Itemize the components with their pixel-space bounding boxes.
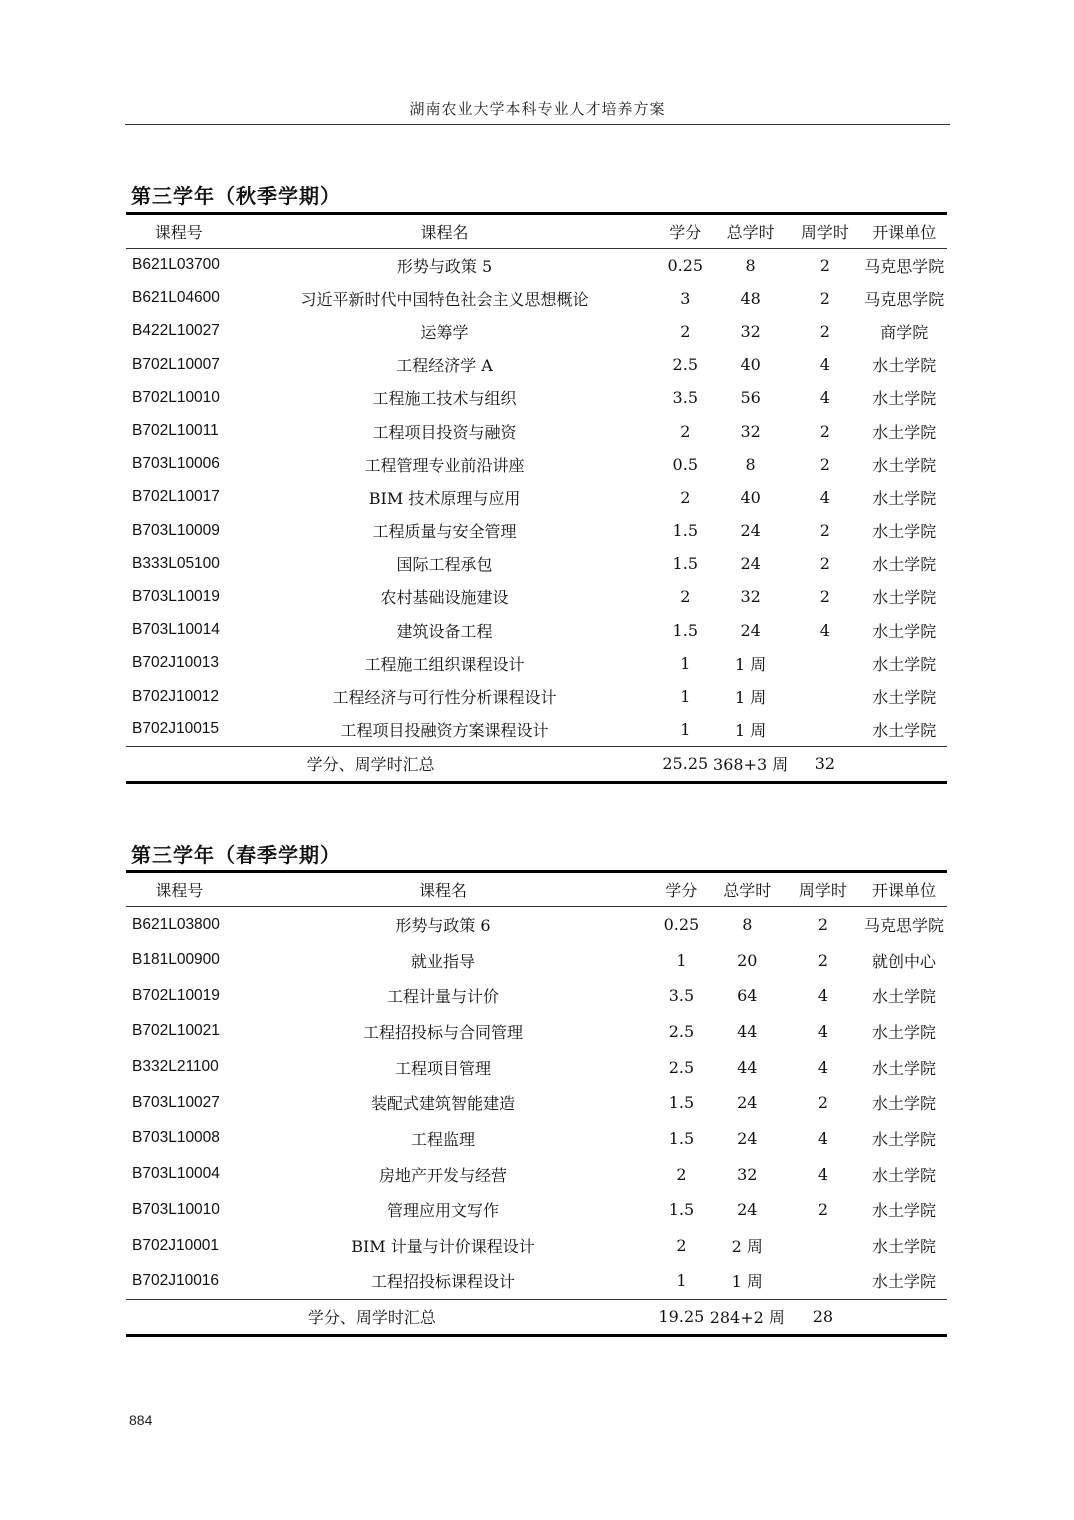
course-credit: 3.5 xyxy=(672,388,698,408)
course-unit: 马克思学院 xyxy=(863,916,944,936)
course-unit: 水土学院 xyxy=(871,1022,936,1042)
course-unit: 水土学院 xyxy=(872,688,937,708)
course-weekly-hours: 2 xyxy=(819,554,830,574)
course-weekly-hours: 4 xyxy=(817,1128,828,1148)
course-code: B702L10010 xyxy=(132,388,220,406)
table-row xyxy=(126,249,947,282)
table-row xyxy=(126,942,947,978)
summary-weekly: 32 xyxy=(814,754,836,774)
course-credit: 1.5 xyxy=(672,620,698,640)
course-hours: 24 xyxy=(740,521,761,541)
course-name: 形势与政策 5 xyxy=(396,256,493,276)
course-weekly-hours xyxy=(788,680,861,713)
course-credit: 2 xyxy=(680,421,691,441)
course-table-spring xyxy=(126,870,947,1337)
course-weekly-hours: 2 xyxy=(819,255,830,275)
course-code: B333L05100 xyxy=(132,554,220,572)
course-code: B702J10016 xyxy=(132,1271,220,1289)
course-name: 工程监理 xyxy=(410,1129,475,1149)
course-code: B703L10009 xyxy=(132,521,220,539)
course-hours: 44 xyxy=(737,1057,758,1077)
col-header-code: 课程号 xyxy=(155,881,204,900)
course-unit: 水土学院 xyxy=(872,356,937,376)
course-code: B702L10007 xyxy=(132,355,220,373)
table-row xyxy=(126,348,947,381)
course-weekly-hours: 4 xyxy=(817,986,828,1006)
table-row xyxy=(126,282,947,315)
course-credit: 2 xyxy=(680,487,691,507)
course-unit: 水土学院 xyxy=(871,987,936,1007)
table-row xyxy=(126,1049,947,1085)
course-name: 工程经济学 A xyxy=(396,356,493,376)
course-credit: 1.5 xyxy=(668,1128,695,1148)
course-weekly-hours: 4 xyxy=(819,487,830,507)
course-credit: 1 xyxy=(680,653,691,673)
course-credit: 2 xyxy=(680,587,691,607)
table-row xyxy=(126,1228,947,1264)
table-row xyxy=(126,414,947,447)
section-title-autumn: 第三学年（秋季学期） xyxy=(131,184,341,208)
course-code: B702J10001 xyxy=(132,1236,220,1254)
course-name: 管理应用文写作 xyxy=(386,1201,499,1221)
table-row xyxy=(126,547,947,580)
course-weekly-hours xyxy=(785,1263,861,1299)
course-name: 运筹学 xyxy=(420,322,469,342)
course-hours: 1 周 xyxy=(735,654,767,674)
course-weekly-hours: 2 xyxy=(817,950,828,970)
course-hours: 32 xyxy=(740,421,761,441)
col-header-code: 课程号 xyxy=(154,223,203,242)
course-name: 习近平新时代中国特色社会主义思想概论 xyxy=(300,289,589,309)
course-weekly-hours xyxy=(788,713,861,746)
course-unit: 水土学院 xyxy=(872,488,937,508)
course-hours: 8 xyxy=(745,454,756,474)
course-code: B621L03800 xyxy=(132,915,220,933)
course-unit: 水土学院 xyxy=(871,1165,936,1185)
course-weekly-hours: 4 xyxy=(817,1021,828,1041)
table-header-row xyxy=(126,214,947,249)
course-code: B703L10014 xyxy=(132,621,220,639)
course-unit: 水土学院 xyxy=(871,1129,936,1149)
col-header-credit: 学分 xyxy=(665,881,698,900)
section-title-spring: 第三学年（春季学期） xyxy=(131,843,341,867)
course-unit: 水土学院 xyxy=(872,654,937,674)
course-name: 形势与政策 6 xyxy=(395,916,491,936)
course-hours: 8 xyxy=(745,255,756,275)
course-code: B703L10010 xyxy=(132,1200,220,1218)
col-header-credit: 学分 xyxy=(669,223,702,242)
course-unit: 马克思学院 xyxy=(864,289,945,309)
course-unit: 水土学院 xyxy=(871,1272,936,1292)
table-row xyxy=(126,1014,947,1050)
course-name: BIM 技术原理与应用 xyxy=(368,488,521,508)
table-row xyxy=(126,1156,947,1192)
course-credit: 2 xyxy=(676,1164,687,1184)
course-weekly-hours: 2 xyxy=(817,1093,828,1113)
course-unit: 水土学院 xyxy=(872,555,937,575)
course-hours: 40 xyxy=(740,487,761,507)
course-credit: 2.5 xyxy=(672,355,698,375)
course-weekly-hours: 4 xyxy=(819,620,830,640)
course-hours: 64 xyxy=(737,986,758,1006)
course-code: B703L10027 xyxy=(132,1093,220,1111)
table-row xyxy=(126,647,947,680)
course-name: 房地产开发与经营 xyxy=(378,1165,507,1185)
course-name: 装配式建筑智能建造 xyxy=(370,1094,515,1114)
course-code: B703L10004 xyxy=(132,1165,220,1183)
course-hours: 24 xyxy=(740,554,761,574)
course-weekly-hours: 2 xyxy=(819,321,830,341)
course-code: B702J10015 xyxy=(132,720,220,738)
col-header-unit: 开课单位 xyxy=(871,881,936,900)
course-credit: 1 xyxy=(676,950,687,970)
summary-weekly: 28 xyxy=(812,1307,834,1327)
course-unit: 水土学院 xyxy=(871,1201,936,1221)
table-row xyxy=(126,1085,947,1121)
course-unit: 水土学院 xyxy=(872,522,937,542)
course-code: B702L10021 xyxy=(132,1022,220,1040)
course-hours: 44 xyxy=(737,1021,758,1041)
course-hours: 8 xyxy=(742,915,753,935)
course-unit: 水土学院 xyxy=(872,621,937,641)
course-credit: 1.5 xyxy=(668,1200,695,1220)
course-code: B181L00900 xyxy=(132,951,220,969)
course-code: B621L04600 xyxy=(132,289,220,307)
header-rule xyxy=(125,124,950,125)
table-row xyxy=(126,713,947,746)
course-code: B703L10008 xyxy=(132,1129,220,1147)
course-name: 工程招投标课程设计 xyxy=(370,1272,515,1292)
course-weekly-hours: 4 xyxy=(817,1057,828,1077)
course-unit: 就创中心 xyxy=(871,951,936,971)
course-table-autumn xyxy=(126,212,947,784)
table-row xyxy=(126,481,947,514)
course-weekly-hours xyxy=(788,647,861,680)
table-row xyxy=(126,680,947,713)
course-credit: 3 xyxy=(680,288,691,308)
table-row xyxy=(126,448,947,481)
course-unit: 水土学院 xyxy=(872,720,937,740)
col-header-hours: 总学时 xyxy=(726,223,775,242)
course-code: B702L10019 xyxy=(132,986,220,1004)
course-code: B702J10013 xyxy=(132,654,220,672)
course-unit: 水土学院 xyxy=(872,389,937,409)
course-hours: 40 xyxy=(740,355,761,375)
course-name: 就业指导 xyxy=(410,951,475,971)
course-name: 工程项目管理 xyxy=(394,1058,491,1078)
table-row xyxy=(126,907,947,943)
course-unit: 水土学院 xyxy=(872,422,937,442)
course-credit: 3.5 xyxy=(668,986,695,1006)
running-header: 湖南农业大学本科专业人才培养方案 xyxy=(409,100,666,118)
course-credit: 1.5 xyxy=(672,521,698,541)
course-hours: 2 周 xyxy=(731,1237,763,1257)
course-code: B703L10006 xyxy=(132,455,220,473)
course-code: B702J10012 xyxy=(132,687,220,705)
course-weekly-hours: 4 xyxy=(817,1164,828,1184)
summary-credit: 25.25 xyxy=(662,754,709,774)
course-code: B422L10027 xyxy=(132,322,220,340)
course-weekly-hours: 2 xyxy=(817,1200,828,1220)
course-hours: 24 xyxy=(737,1200,758,1220)
course-name: 工程项目投资与融资 xyxy=(372,422,517,442)
course-name: 工程质量与安全管理 xyxy=(372,522,517,542)
course-credit: 0.5 xyxy=(672,454,698,474)
summary-label: 学分、周学时汇总 xyxy=(306,755,435,775)
course-code: B702L10017 xyxy=(132,488,220,506)
course-credit: 1 xyxy=(680,687,691,707)
course-unit: 马克思学院 xyxy=(864,256,945,276)
course-credit: 2.5 xyxy=(668,1057,695,1077)
course-unit: 水土学院 xyxy=(871,1058,936,1078)
col-header-weekly: 周学时 xyxy=(800,223,849,242)
course-code: B702L10011 xyxy=(132,422,219,440)
course-weekly-hours: 2 xyxy=(819,421,830,441)
course-hours: 32 xyxy=(737,1164,758,1184)
course-name: 工程招投标与合同管理 xyxy=(362,1022,523,1042)
course-hours: 48 xyxy=(740,288,761,308)
course-weekly-hours: 4 xyxy=(819,388,830,408)
course-hours: 1 周 xyxy=(735,688,767,708)
table-row xyxy=(126,514,947,547)
course-unit: 水土学院 xyxy=(872,455,937,475)
course-credit: 2 xyxy=(676,1236,687,1256)
course-unit: 水土学院 xyxy=(872,588,937,608)
course-weekly-hours: 2 xyxy=(819,587,830,607)
summary-hours: 284+2 周 xyxy=(709,1308,785,1328)
course-weekly-hours xyxy=(785,1228,861,1264)
course-name: 工程施工组织课程设计 xyxy=(364,654,525,674)
table-row xyxy=(126,1263,947,1299)
course-credit: 2 xyxy=(680,321,691,341)
course-unit: 商学院 xyxy=(880,322,929,342)
course-name: 工程计量与计价 xyxy=(386,987,499,1007)
course-hours: 56 xyxy=(740,388,761,408)
course-weekly-hours: 2 xyxy=(817,915,828,935)
summary-row xyxy=(126,746,947,782)
course-name: 工程施工技术与组织 xyxy=(372,389,517,409)
course-name: 农村基础设施建设 xyxy=(380,588,509,608)
course-code: B332L21100 xyxy=(132,1058,219,1076)
col-header-hours: 总学时 xyxy=(723,881,772,900)
course-credit: 0.25 xyxy=(663,915,700,935)
summary-credit: 19.25 xyxy=(658,1307,705,1327)
summary-label: 学分、周学时汇总 xyxy=(307,1308,436,1328)
table-row xyxy=(126,580,947,613)
course-name: 工程经济与可行性分析课程设计 xyxy=(332,688,557,708)
course-code: B703L10019 xyxy=(132,587,220,605)
course-name: 国际工程承包 xyxy=(396,555,493,575)
col-header-unit: 开课单位 xyxy=(872,223,937,242)
course-weekly-hours: 2 xyxy=(819,454,830,474)
table-row xyxy=(126,614,947,647)
course-weekly-hours: 4 xyxy=(819,355,830,375)
course-weekly-hours: 2 xyxy=(819,521,830,541)
course-credit: 0.25 xyxy=(667,255,704,275)
summary-row xyxy=(126,1299,947,1335)
course-hours: 24 xyxy=(737,1093,758,1113)
table-row xyxy=(126,315,947,348)
page-number: 884 xyxy=(129,1412,153,1428)
course-hours: 32 xyxy=(740,321,761,341)
course-hours: 24 xyxy=(737,1128,758,1148)
course-unit: 水土学院 xyxy=(871,1094,936,1114)
course-credit: 1.5 xyxy=(668,1093,695,1113)
table-header-row xyxy=(126,872,947,907)
course-hours: 24 xyxy=(740,620,761,640)
col-header-name: 课程名 xyxy=(418,881,467,900)
col-header-name: 课程名 xyxy=(420,223,469,242)
course-hours: 20 xyxy=(737,950,758,970)
course-credit: 2.5 xyxy=(668,1021,695,1041)
course-unit: 水土学院 xyxy=(871,1237,936,1257)
course-hours: 1 周 xyxy=(735,720,767,740)
course-name: BIM 计量与计价课程设计 xyxy=(351,1237,535,1257)
course-weekly-hours: 2 xyxy=(819,288,830,308)
table-row xyxy=(126,381,947,414)
course-name: 工程项目投融资方案课程设计 xyxy=(340,720,549,740)
course-credit: 1 xyxy=(676,1271,687,1291)
course-credit: 1.5 xyxy=(672,554,698,574)
course-name: 工程管理专业前沿讲座 xyxy=(364,455,525,475)
table-row xyxy=(126,1192,947,1228)
course-hours: 32 xyxy=(740,587,761,607)
table-row xyxy=(126,1121,947,1157)
course-name: 建筑设备工程 xyxy=(396,621,493,641)
course-hours: 1 周 xyxy=(731,1272,763,1292)
course-credit: 1 xyxy=(680,719,691,739)
table-row xyxy=(126,978,947,1014)
col-header-weekly: 周学时 xyxy=(798,881,847,900)
course-code: B621L03700 xyxy=(132,256,220,274)
summary-hours: 368+3 周 xyxy=(713,755,789,775)
